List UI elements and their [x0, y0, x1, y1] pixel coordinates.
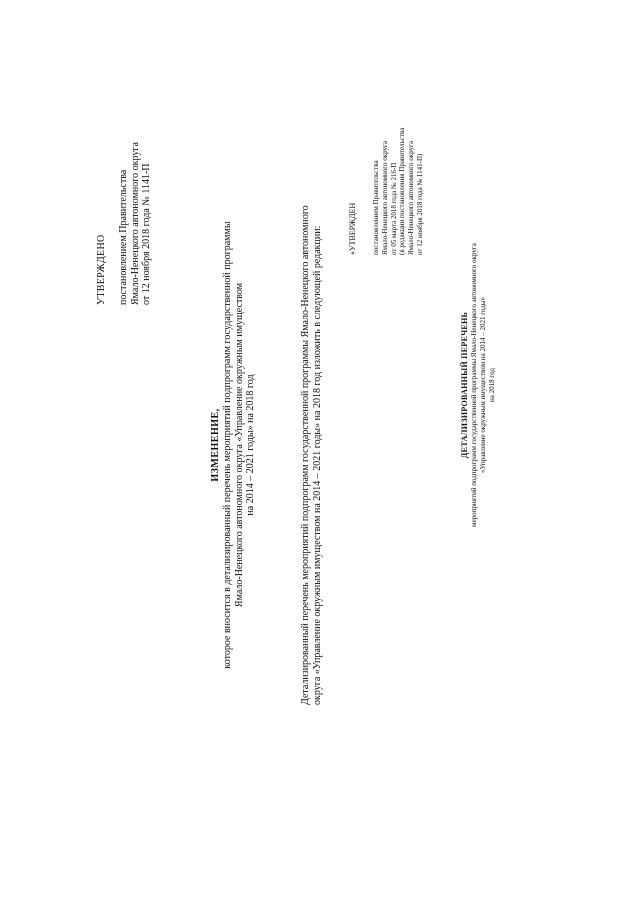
approval-heading: УТВЕРЖДЕНО: [96, 234, 107, 305]
change-line: Ямало-Ненецкого автономного округа «Управление окружным имуществом: [233, 282, 245, 608]
approval-line: от 12 ноября 2018 года № 1141-П: [141, 163, 153, 305]
approval-quote-line: от 05 марта 2018 года № 216-П: [389, 162, 398, 255]
change-line: на 2014 – 2021 годы» на 2018 год: [245, 374, 257, 516]
body-line: округа «Управление окружным имуществом на 2014 – 2021 годы» на 2018 год изложить в следующей редакции:: [311, 225, 323, 705]
approval-quote-line: постановлением Правительства: [372, 160, 380, 255]
approval-line: Ямало-Ненецкого автономного округа: [129, 142, 141, 305]
approval-quote-line: (в редакции постановления Правительства: [398, 127, 407, 255]
detailed-list-line: мероприятий подпрограмм государственной программы Ямало-Ненецкого автономного округа: [470, 243, 478, 527]
detailed-list-line: «Управление окружным имуществом на 2014 – 2021 годы»: [478, 297, 487, 473]
approval-quote-block: [348, 5, 425, 255]
detailed-list-heading: ДЕТАЛИЗИРОВАННЫЙ ПЕРЕЧЕНЬ: [460, 311, 469, 459]
approval-block: [96, 25, 153, 305]
approval-quote-line: от 12 ноября 2018 года № 1141-П): [415, 153, 424, 255]
approval-quote-line: Ямало-Ненецкого автономного округа: [407, 140, 415, 255]
approval-quote-heading: «УТВЕРЖДЕН: [348, 202, 357, 255]
body-paragraph: [300, 65, 324, 705]
change-title-block: [210, 135, 257, 755]
detailed-list-block: [460, 65, 496, 705]
approval-line: постановлением Правительства: [117, 169, 129, 305]
detailed-list-line: на 2018 год: [487, 368, 496, 402]
change-heading: ИЗМЕНЕНИЕ,: [210, 408, 221, 482]
change-line: которое вносится в детализированный перечень мероприятий подпрограмм государственной программы: [221, 221, 233, 669]
approval-quote-line: Ямало-Ненецкого автономного округа: [380, 140, 389, 255]
body-line: Детализированный перечень мероприятий подпрограмм государственной программы Ямало-Ненецкого автономного: [300, 205, 311, 705]
